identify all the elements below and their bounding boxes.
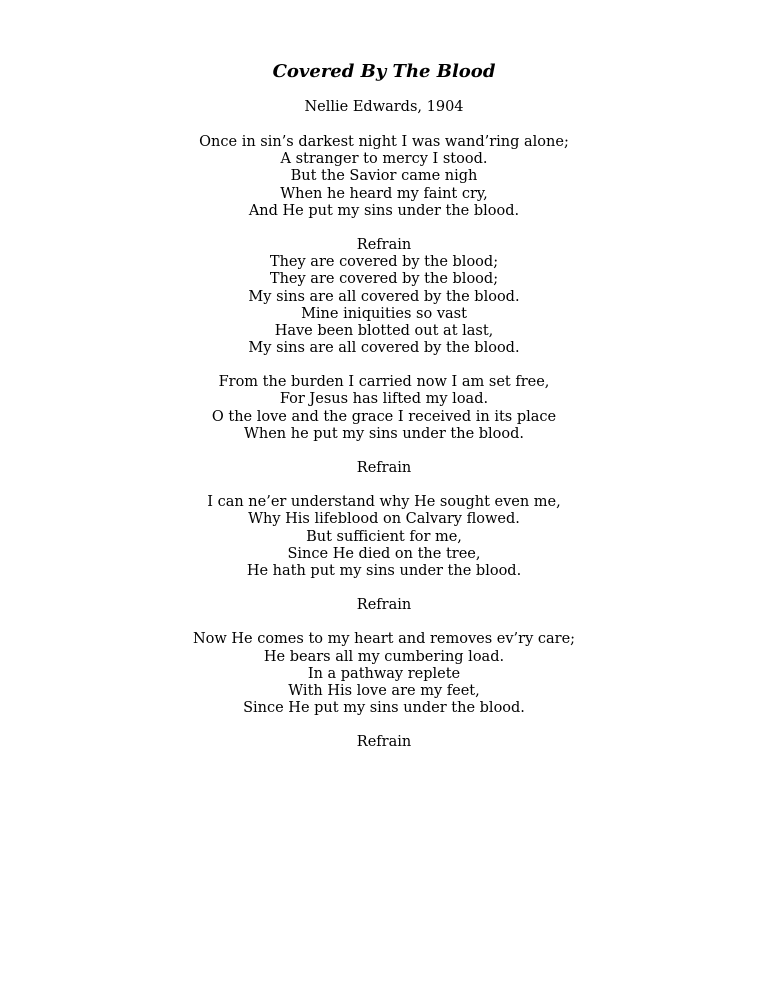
hymn-line: But the Savior came nigh	[290, 168, 478, 185]
hymn-line: When he put my sins under the blood.	[243, 425, 525, 442]
refrain-heading: Refrain	[356, 734, 412, 751]
refrain-heading: Refrain	[356, 597, 412, 614]
hymn-line: They are covered by the blood;	[269, 271, 499, 288]
hymn-stanzas	[0, 134, 768, 751]
hymn-line: Why His lifeblood on Calvary flowed.	[248, 511, 520, 528]
refrain-stanza	[0, 460, 768, 477]
hymn-line: But sufficient for me,	[306, 528, 462, 545]
verse-stanza	[0, 374, 768, 443]
hymn-line: He hath put my sins under the blood.	[246, 562, 522, 579]
hymn-line: When he heard my faint cry,	[280, 185, 488, 202]
hymn-line: Once in sin’s darkest night I was wand’ring alone;	[199, 134, 569, 150]
refrain-heading: Refrain	[356, 460, 412, 476]
refrain-heading: Refrain	[356, 236, 412, 253]
refrain-stanza	[0, 597, 768, 614]
hymn-line: With His love are my feet,	[288, 682, 480, 699]
hymn-line: Since He died on the tree,	[287, 545, 481, 562]
hymn-line: A stranger to mercy I stood.	[280, 151, 488, 168]
hymn-line: I can ne’er understand why He sought even me,	[207, 494, 561, 511]
verse-stanza	[0, 631, 768, 717]
hymn-line: In a pathway replete	[307, 665, 461, 682]
hymn-line: Now He comes to my heart and removes ev’ry care;	[192, 631, 576, 648]
hymn-line: O the love and the grace I received in its place	[211, 408, 557, 425]
hymn-line: They are covered by the blood;	[269, 254, 499, 271]
hymn-line: From the burden I carried now I am set free,	[218, 374, 550, 391]
hymn-line: Have been blotted out at last,	[274, 322, 494, 339]
refrain-stanza	[0, 734, 768, 751]
hymn-line: He bears all my cumbering load.	[263, 648, 505, 665]
hymn-line: And He put my sins under the blood.	[248, 202, 520, 219]
refrain-stanza	[0, 237, 768, 357]
hymn-line: My sins are all covered by the blood.	[248, 288, 520, 305]
hymn-author: Nellie Edwards, 1904	[304, 99, 464, 115]
hymn-line: For Jesus has lifted my load.	[279, 391, 489, 408]
hymn-line: My sins are all covered by the blood.	[248, 340, 520, 357]
hymn-line: Mine iniquities so vast	[301, 305, 467, 322]
verse-stanza	[0, 134, 768, 220]
verse-stanza	[0, 494, 768, 580]
hymn-title: Covered By The Blood	[272, 61, 496, 82]
hymn-line: Since He put my sins under the blood.	[243, 700, 525, 717]
